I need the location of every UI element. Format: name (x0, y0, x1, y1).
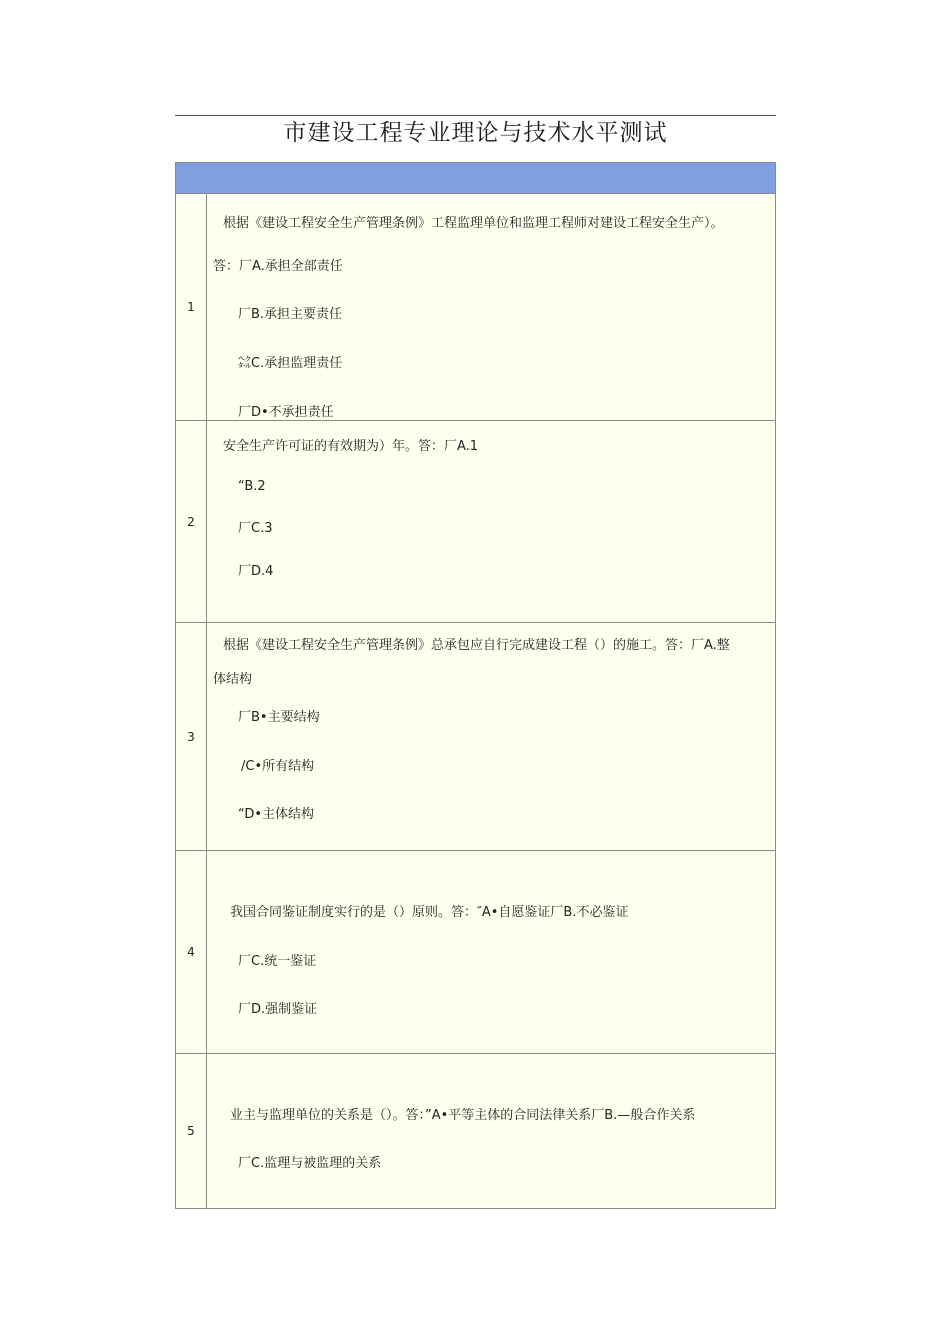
question-row-3 (176, 623, 775, 851)
answer-option-d[interactable]: “D•主体结构 (238, 807, 315, 822)
answer-option-c[interactable]: 厂C.统一鉴证 (238, 954, 317, 969)
question-row-5 (176, 1054, 775, 1208)
question-number: 1 (176, 194, 207, 420)
question-stem: 根据《建设工程安全生产管理条例》总承包应自行完成建设工程（）的施工。答：厂A.整 (223, 638, 730, 653)
answer-option-b[interactable]: “B.2 (238, 479, 266, 494)
question-row-4 (176, 851, 775, 1054)
question-body (207, 1054, 775, 1208)
answer-option-b[interactable]: 厂B•主要结构 (238, 710, 320, 725)
question-number: 5 (176, 1054, 207, 1208)
table-header (176, 163, 775, 194)
answer-option-c[interactable]: ㌶C.承担监理责任 (238, 356, 343, 371)
answer-option-c[interactable]: 厂C.3 (238, 521, 273, 536)
question-body (207, 851, 775, 1053)
question-row-2 (176, 421, 775, 623)
quiz-table (175, 162, 776, 1209)
question-body (207, 194, 775, 420)
page-title: 市建设工程专业理论与技术水平测试 (283, 120, 668, 146)
question-body (207, 421, 775, 622)
question-stem-continued: 体结构 (213, 672, 253, 687)
question-number: 4 (176, 851, 207, 1053)
answer-option-c[interactable]: 厂C.监理与被监理的关系 (238, 1156, 382, 1171)
question-stem: 我国合同鉴证制度实行的是（）原则。答：″A•自愿鉴证厂B.不必鉴证 (230, 905, 629, 920)
answer-option-c[interactable]: /C•所有结构 (241, 759, 315, 774)
question-stem: 业主与监理单位的关系是（）。答：”A•平等主体的合同法律关系厂B.—般合作关系 (230, 1108, 696, 1123)
answer-option-a[interactable]: 答：厂A.承担全部责任 (213, 259, 343, 274)
answer-option-d[interactable]: 厂D•不承担责任 (238, 405, 334, 420)
answer-option-d[interactable]: 厂D.强制鉴证 (238, 1002, 318, 1017)
question-row-1 (176, 194, 775, 421)
question-stem: 根据《建设工程安全生产管理条例》工程监理单位和监理工程师对建设工程安全生产）。 (223, 216, 724, 231)
question-number: 3 (176, 623, 207, 850)
question-body (207, 623, 775, 850)
answer-option-d[interactable]: 厂D.4 (238, 564, 274, 579)
question-number: 2 (176, 421, 207, 622)
answer-option-b[interactable]: 厂B.承担主要责任 (238, 307, 343, 322)
question-stem: 安全生产许可证的有效期为）年。答：厂A.1 (223, 439, 479, 454)
